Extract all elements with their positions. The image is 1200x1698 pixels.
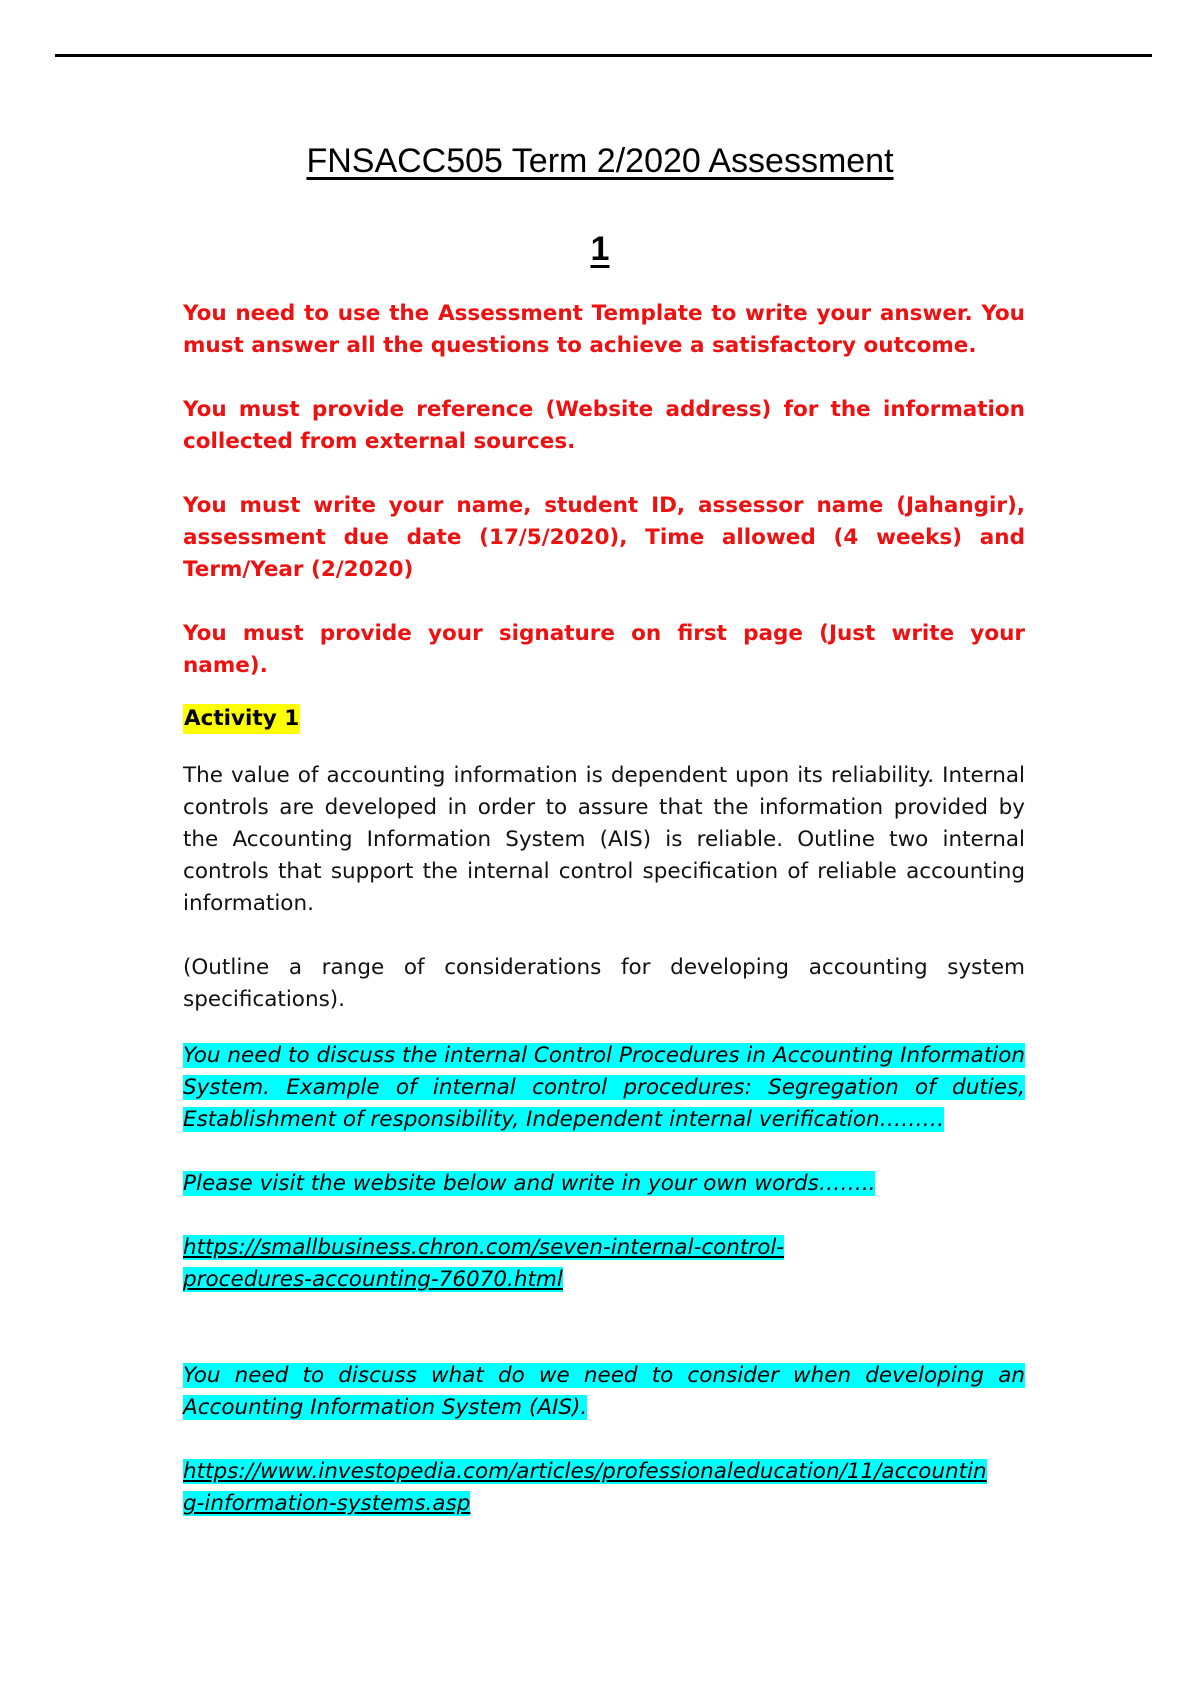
page-title: FNSACC505 Term 2/2020 Assessment — [306, 142, 894, 180]
instruction-reference: You must provide reference (Website address) for the information collected from external sources. — [183, 397, 1025, 454]
document-body — [183, 298, 1025, 1520]
activity-criteria: (Outline a range of considerations for developing accounting system specifications). — [183, 955, 1025, 1012]
instruction-template: You need to use the Assessment Template to write your answer. You must answer all the questions to achieve a satisfactory outcome. — [183, 301, 1025, 358]
reference-link-1 — [183, 1232, 883, 1296]
reference-link-chron[interactable]: https://smallbusiness.chron.com/seven-internal-control-procedures-accounting-76070.html — [183, 1235, 785, 1292]
activity-heading-wrap — [183, 704, 1025, 734]
activity-heading: Activity 1 — [183, 704, 300, 734]
hint-ais-considerations — [183, 1360, 1025, 1424]
instruction-details: You must write your name, student ID, assessor name (Jahangir), assessment due date (17/5/2020), Time allowed (4 weeks) and Term/Year (2/2020) — [183, 493, 1025, 582]
reference-link-investopedia[interactable]: https://www.investopedia.com/articles/professionaleducation/11/accounting-information-systems.asp — [183, 1459, 987, 1516]
page-title-number: 1 — [590, 230, 610, 268]
hint-internal-controls — [183, 1040, 1025, 1136]
activity-question: The value of accounting information is dependent upon its reliability. Internal controls are developed in order to assure that the information provided by the Accounting Information System (AIS) is reliable. Outline two internal controls that support the internal control specification of reliable accounting information. — [183, 763, 1025, 916]
hint-ais-considerations-text: You need to discuss what do we need to consider when developing an Accounting Information System (AIS). — [183, 1363, 1025, 1420]
instruction-signature: You must provide your signature on first page (Just write your name). — [183, 621, 1025, 678]
reference-link-2 — [183, 1456, 993, 1520]
hint-visit-website — [183, 1168, 1025, 1200]
top-rule — [55, 54, 1152, 57]
hint-internal-controls-text: You need to discuss the internal Control Procedures in Accounting Information System. Example of internal control procedures: Segregation of duties, Establishment of responsibility, Independent internal verification……… — [183, 1043, 1025, 1132]
hint-visit-website-text: Please visit the website below and write in your own words…….. — [183, 1171, 876, 1196]
